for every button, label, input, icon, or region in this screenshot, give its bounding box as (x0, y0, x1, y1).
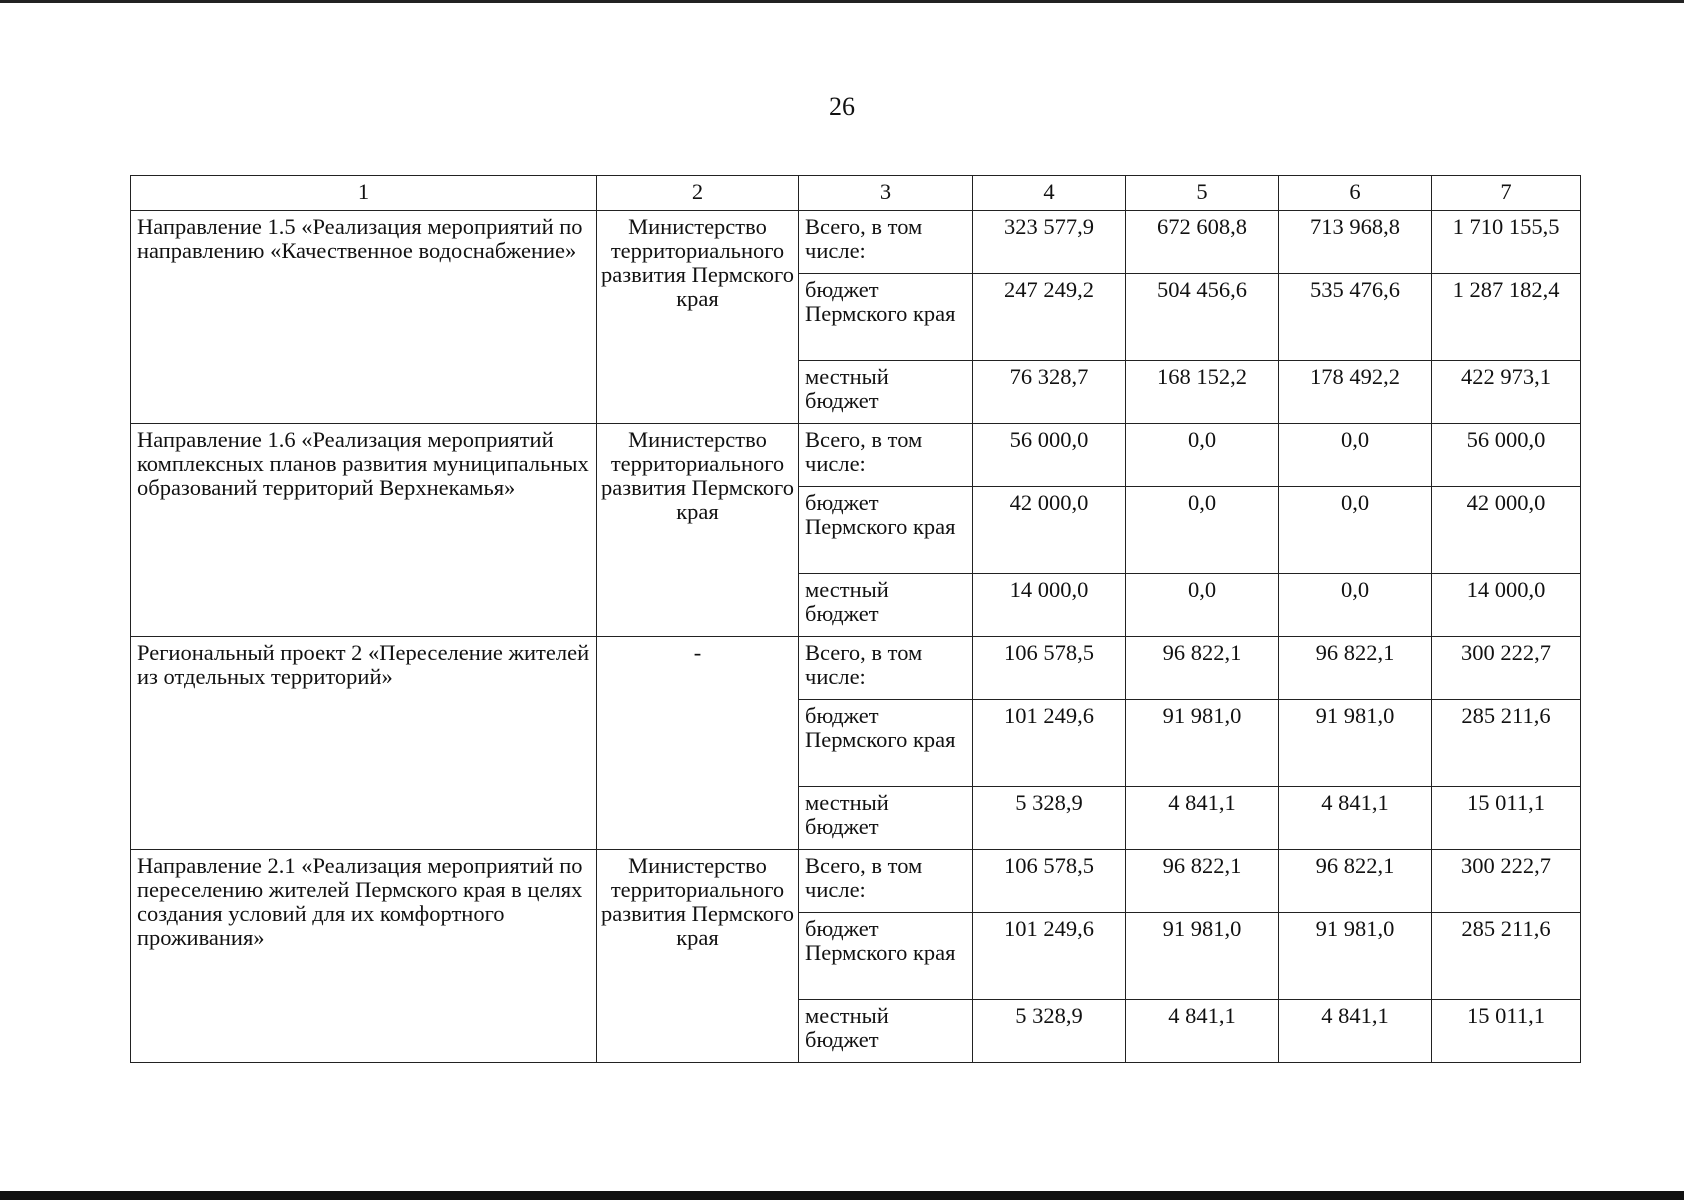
header-cell: 7 (1432, 176, 1581, 211)
responsible-ministry-cell: Министерство территориального развития Пермского края (597, 850, 799, 1063)
amount-cell: 101 249,6 (973, 700, 1126, 787)
amount-cell: 713 968,8 (1279, 211, 1432, 274)
amount-cell: 1 710 155,5 (1432, 211, 1581, 274)
amount-cell: 5 328,9 (973, 787, 1126, 850)
amount-cell: 96 822,1 (1126, 850, 1279, 913)
amount-cell: 168 152,2 (1126, 361, 1279, 424)
amount-cell: 15 011,1 (1432, 787, 1581, 850)
amount-cell: 14 000,0 (1432, 574, 1581, 637)
table-header-row (131, 176, 1581, 211)
amount-cell: 91 981,0 (1279, 700, 1432, 787)
amount-cell: 4 841,1 (1126, 1000, 1279, 1063)
amount-cell: 323 577,9 (973, 211, 1126, 274)
amount-cell: 56 000,0 (973, 424, 1126, 487)
amount-cell: 96 822,1 (1279, 850, 1432, 913)
program-name-cell: Направление 1.5 «Реализация мероприятий по направлению «Качественное водоснабжение» (131, 211, 597, 424)
program-name-cell: Региональный проект 2 «Переселение жителей из отдельных территорий» (131, 637, 597, 850)
table-row (131, 850, 1581, 913)
funding-source-cell: бюджет Пермского края (799, 487, 973, 574)
amount-cell: 4 841,1 (1279, 787, 1432, 850)
program-name-cell: Направление 1.6 «Реализация мероприятий комплексных планов развития муниципальных образований территорий Верхнекамья» (131, 424, 597, 637)
funding-source-cell: бюджет Пермского края (799, 913, 973, 1000)
program-name-cell: Направление 2.1 «Реализация мероприятий по переселению жителей Пермского края в целях создания условий для их комфортного проживания» (131, 850, 597, 1063)
funding-source-cell: Всего, в том числе: (799, 850, 973, 913)
responsible-ministry-cell: Министерство территориального развития Пермского края (597, 211, 799, 424)
header-cell: 3 (799, 176, 973, 211)
amount-cell: 300 222,7 (1432, 637, 1581, 700)
funding-source-cell: бюджет Пермского края (799, 274, 973, 361)
amount-cell: 101 249,6 (973, 913, 1126, 1000)
amount-cell: 96 822,1 (1126, 637, 1279, 700)
table-row (131, 637, 1581, 700)
amount-cell: 504 456,6 (1126, 274, 1279, 361)
amount-cell: 56 000,0 (1432, 424, 1581, 487)
amount-cell: 0,0 (1279, 487, 1432, 574)
amount-cell: 285 211,6 (1432, 913, 1581, 1000)
amount-cell: 106 578,5 (973, 850, 1126, 913)
amount-cell: 672 608,8 (1126, 211, 1279, 274)
amount-cell: 106 578,5 (973, 637, 1126, 700)
amount-cell: 91 981,0 (1126, 700, 1279, 787)
scan-edge-bottom (0, 1191, 1684, 1200)
amount-cell: 0,0 (1126, 487, 1279, 574)
amount-cell: 1 287 182,4 (1432, 274, 1581, 361)
page-number: 26 (829, 92, 855, 121)
amount-cell: 422 973,1 (1432, 361, 1581, 424)
amount-cell: 96 822,1 (1279, 637, 1432, 700)
responsible-ministry-cell: Министерство территориального развития Пермского края (597, 424, 799, 637)
header-cell: 5 (1126, 176, 1279, 211)
amount-cell: 0,0 (1126, 574, 1279, 637)
amount-cell: 4 841,1 (1126, 787, 1279, 850)
amount-cell: 247 249,2 (973, 274, 1126, 361)
funding-source-cell: бюджет Пермского края (799, 700, 973, 787)
header-cell: 4 (973, 176, 1126, 211)
table-row (131, 424, 1581, 487)
table-row (131, 211, 1581, 274)
responsible-ministry-cell: - (597, 637, 799, 850)
funding-source-cell: местный бюджет (799, 787, 973, 850)
funding-source-cell: местный бюджет (799, 574, 973, 637)
scan-edge-top (0, 0, 1684, 3)
amount-cell: 76 328,7 (973, 361, 1126, 424)
amount-cell: 535 476,6 (1279, 274, 1432, 361)
amount-cell: 178 492,2 (1279, 361, 1432, 424)
amount-cell: 42 000,0 (973, 487, 1126, 574)
amount-cell: 300 222,7 (1432, 850, 1581, 913)
amount-cell: 0,0 (1279, 424, 1432, 487)
amount-cell: 14 000,0 (973, 574, 1126, 637)
funding-source-cell: местный бюджет (799, 361, 973, 424)
funding-source-cell: Всего, в том числе: (799, 211, 973, 274)
funding-source-cell: Всего, в том числе: (799, 424, 973, 487)
budget-table (130, 175, 1581, 1063)
amount-cell: 0,0 (1126, 424, 1279, 487)
amount-cell: 15 011,1 (1432, 1000, 1581, 1063)
amount-cell: 4 841,1 (1279, 1000, 1432, 1063)
amount-cell: 0,0 (1279, 574, 1432, 637)
header-cell: 6 (1279, 176, 1432, 211)
funding-source-cell: Всего, в том числе: (799, 637, 973, 700)
amount-cell: 91 981,0 (1126, 913, 1279, 1000)
amount-cell: 91 981,0 (1279, 913, 1432, 1000)
amount-cell: 42 000,0 (1432, 487, 1581, 574)
amount-cell: 285 211,6 (1432, 700, 1581, 787)
header-cell: 2 (597, 176, 799, 211)
header-cell: 1 (131, 176, 597, 211)
amount-cell: 5 328,9 (973, 1000, 1126, 1063)
funding-source-cell: местный бюджет (799, 1000, 973, 1063)
